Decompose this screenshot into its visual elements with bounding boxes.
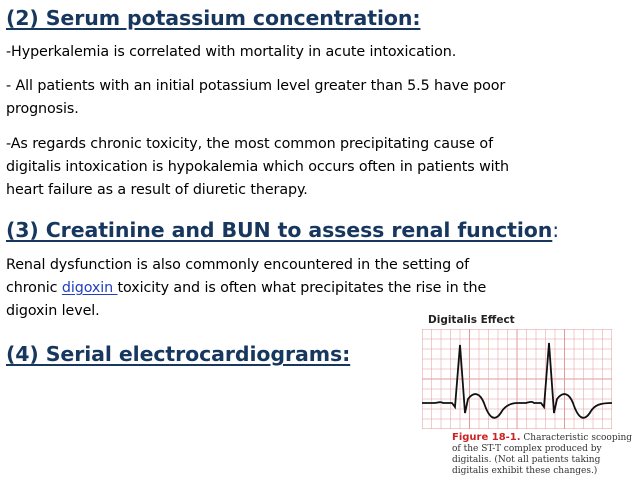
chronic-toxicity-text-2: digitalis intoxication is hypokalemia which occurs often in patients with [6, 159, 510, 175]
figure-caption [452, 432, 638, 477]
renal-dysfunction-line-2 [6, 277, 486, 300]
section-2-heading: (2) Serum potassium concentration: [6, 6, 421, 30]
figure-caption-text: Characteristic scooping of the ST-T complex produced by digitalis. (Not all patients taking digitalis exhibit these changes.) [452, 433, 633, 476]
section-3-heading-text: (3) Creatinine and BUN to assess renal function [6, 218, 553, 242]
section-3-heading-colon: : [552, 218, 560, 242]
chronic-toxicity-text-3: heart failure as a result of diuretic therapy. [6, 182, 308, 198]
renal-dysfunction-text: Renal dysfunction is also commonly encountered in the setting of [6, 257, 470, 273]
figure-caption-label: Figure 18-1. [452, 432, 521, 443]
renal-text-suffix: toxicity and is often what precipitates the rise in the [117, 280, 487, 296]
potassium-prognosis-text: - All patients with an initial potassium level greater than 5.5 have poor [6, 78, 506, 94]
ecg-strip [422, 329, 612, 429]
section-3-heading [6, 218, 559, 242]
figure-title: Digitalis Effect [428, 314, 515, 326]
digoxin-link[interactable]: digoxin [61, 280, 118, 296]
potassium-prognosis-text-cont: prognosis. [6, 101, 79, 117]
section-4-heading: (4) Serial electrocardiograms: [6, 342, 351, 366]
renal-text-prefix: chronic [6, 280, 62, 296]
digitalis-effect-figure [418, 314, 638, 479]
ecg-grid [422, 329, 612, 429]
renal-dysfunction-line-3: digoxin level. [6, 303, 100, 319]
chronic-toxicity-text: -As regards chronic toxicity, the most common precipitating cause of [6, 136, 494, 152]
hyperkalemia-text: -Hyperkalemia is correlated with mortality in acute intoxication. [6, 44, 457, 60]
